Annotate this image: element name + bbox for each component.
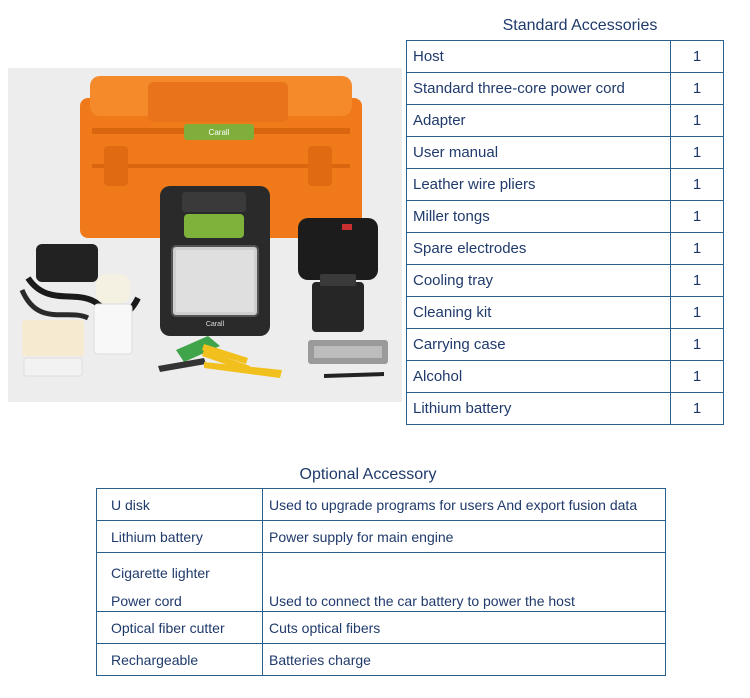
table-row — [97, 553, 666, 612]
optional-accessory-title: Optional Accessory — [299, 466, 437, 483]
accessory-name: Carrying case — [407, 329, 671, 361]
accessory-name: Alcohol — [407, 361, 671, 393]
accessory-name: Lithium battery — [97, 521, 263, 553]
accessory-quantity: 1 — [671, 265, 724, 297]
table-row — [407, 329, 724, 361]
device-brand: Carall — [205, 321, 225, 328]
accessory-quantity: 1 — [671, 41, 724, 73]
accessory-quantity: 1 — [671, 105, 724, 137]
accessory-quantity: 1 — [671, 393, 724, 425]
table-row — [97, 489, 666, 521]
accessory-description: Used to connect the car battery to power the host — [263, 553, 666, 612]
power-adapter — [36, 244, 98, 282]
accessory-description: Used to upgrade programs for users And export fusion data — [263, 489, 666, 521]
table-row — [407, 137, 724, 169]
accessory-name: Miller tongs — [407, 201, 671, 233]
table-row — [407, 169, 724, 201]
table-row — [407, 361, 724, 393]
table-row — [407, 41, 724, 73]
accessory-quantity: 1 — [671, 169, 724, 201]
accessory-name: Lithium battery — [407, 393, 671, 425]
accessory-name: Cigarette lighter — [111, 565, 210, 581]
table-row — [407, 201, 724, 233]
accessory-description: Power supply for main engine — [263, 521, 666, 553]
accessory-description: Batteries charge — [263, 644, 666, 676]
accessory-quantity: 1 — [671, 329, 724, 361]
leather-wire-pliers — [158, 358, 206, 372]
accessory-quantity: 1 — [671, 361, 724, 393]
accessory-name: Standard three-core power cord — [407, 73, 671, 105]
accessory-name: Cleaning kit — [407, 297, 671, 329]
tool-pouch — [298, 218, 378, 280]
accessory-quantity: 1 — [671, 137, 724, 169]
case-brand: Carall — [208, 128, 230, 137]
accessory-name: Cooling tray — [407, 265, 671, 297]
optional-accessory-table — [96, 488, 666, 676]
accessory-name-cell — [97, 553, 263, 612]
accessory-quantity: 1 — [671, 73, 724, 105]
accessory-name: User manual — [407, 137, 671, 169]
accessory-description: Cuts optical fibers — [263, 612, 666, 644]
accessory-name-line2: Power cord — [111, 593, 182, 609]
table-row — [407, 393, 724, 425]
accessory-name: Rechargeable — [97, 644, 263, 676]
table-row — [97, 612, 666, 644]
accessory-name: Adapter — [407, 105, 671, 137]
standard-accessories-table — [406, 40, 724, 425]
accessory-name: Host — [407, 41, 671, 73]
table-row — [97, 521, 666, 553]
accessory-name: Spare electrodes — [407, 233, 671, 265]
standard-accessories-title: Standard Accessories — [502, 17, 658, 34]
accessory-name: U disk — [97, 489, 263, 521]
accessory-quantity: 1 — [671, 201, 724, 233]
cleaning-swabs — [22, 320, 84, 356]
fusion-splicer-kit-image — [8, 68, 402, 402]
accessory-quantity: 1 — [671, 233, 724, 265]
table-row — [407, 233, 724, 265]
table-row — [97, 644, 666, 676]
cleaning-brush — [324, 372, 384, 378]
product-photo — [8, 68, 402, 402]
table-row — [407, 73, 724, 105]
accessory-name: Optical fiber cutter — [97, 612, 263, 644]
table-row — [407, 265, 724, 297]
accessory-name: Leather wire pliers — [407, 169, 671, 201]
fiber-cleaver — [312, 282, 364, 332]
table-row — [407, 297, 724, 329]
accessory-quantity: 1 — [671, 297, 724, 329]
table-row — [407, 105, 724, 137]
